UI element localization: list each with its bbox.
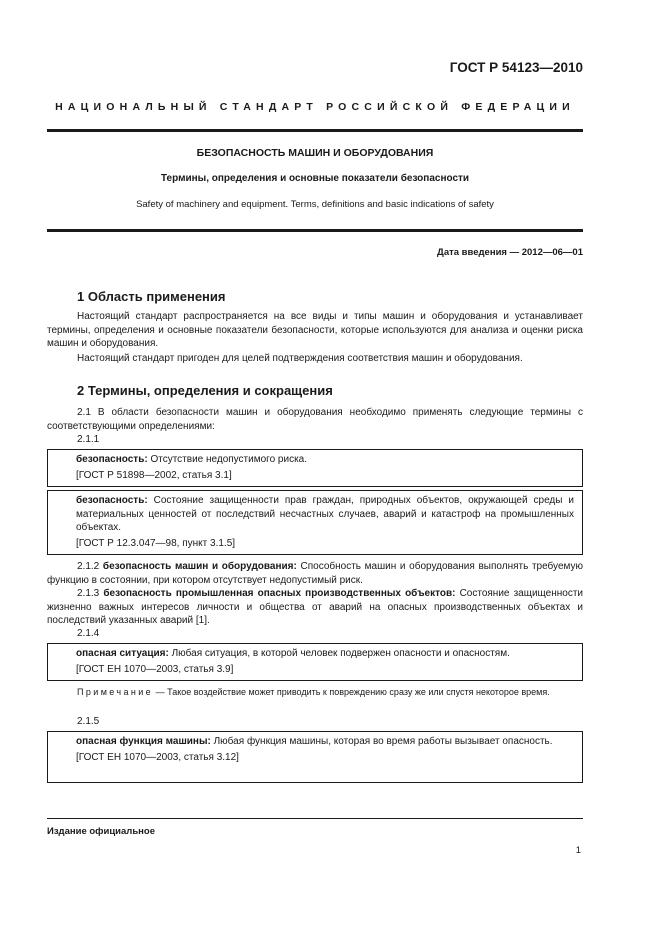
reference-hazardous-function: [ГОСТ ЕН 1070—2003, статья 3.12] [76,751,239,763]
term-safety-2: безопасность: [76,495,148,506]
definition-hazardous-situation: Любая ситуация, в которой человек подвержен опасности и опасностям. [168,648,510,659]
term-hazardous-situation: опасная ситуация: [76,648,169,659]
section-2-paragraph-1 [47,406,583,433]
standard-title: БЕЗОПАСНОСТЬ МАШИН И ОБОРУДОВАНИЯ [196,147,434,159]
section-1-p2-text: Настоящий стандарт пригоден для целей подтверждения соответствия машин и оборудования. [77,353,523,364]
clause-2-1-4-number: 2.1.4 [77,628,100,639]
definition-industrial-safety: Состояние защищенности жизненно важных интересов личности и общества от аварий на опасных производственных объектах и последствий указанных аварий [1]. [47,588,583,627]
reference-hazardous-situation: [ГОСТ ЕН 1070—2003, статья 3.9] [76,663,234,675]
definition-box-safety-1 [47,449,583,487]
official-edition-label: Издание официальное [47,826,155,837]
definition-safety-1: Отсутствие недопустимого риска. [147,454,308,465]
term-safety-1: безопасность: [76,454,148,465]
definition-box-hazardous-function [47,731,583,783]
definition-box-hazardous-situation [47,643,583,681]
clause-2-1-5-number: 2.1.5 [77,716,100,727]
section-1-title: 1 Область применения [77,289,226,304]
term-industrial-safety: безопасность промышленная опасных производственных объектов: [103,588,456,599]
standard-english-title: Safety of machinery and equipment. Terms, definitions and basic indications of safety [136,199,494,210]
reference-safety-2: [ГОСТ Р 12.3.047—98, пункт 3.1.5] [76,537,236,549]
title-bottom-rule [47,229,583,232]
section-2-p1-text: 2.1 В области безопасности машин и оборудования необходимо применять следующие термины с соответствующими определениями: [47,407,583,432]
standard-subtitle: Термины, определения и основные показатели безопасности [160,173,470,184]
section-2-heading [77,383,333,398]
national-standard-heading: НАЦИОНАЛЬНЫЙ СТАНДАРТ РОССИЙСКОЙ ФЕДЕРАЦИИ [55,101,575,113]
footer-rule [47,818,583,819]
reference-safety-1: [ГОСТ Р 51898—2002, статья 3.1] [76,469,232,481]
clause-2-1-2-number: 2.1.2 [77,561,100,572]
clause-2-1-2 [47,560,583,587]
section-1-p1-text: Настоящий стандарт распространяется на все виды и типы машин и оборудования и устанавливает термины, определения и основные показатели безопасности, которые используются для анализа и оценки риска машин и оборудования. [47,311,583,350]
page-number: 1 [575,845,581,856]
definition-hazardous-function: Любая функция машины, которая во время работы вызывает опасность. [210,736,553,747]
section-1-paragraph-1 [47,310,583,351]
introduction-date: Дата введения — 2012—06—01 [437,247,583,258]
definition-machinery-safety: Способность машин и оборудования выполнять требуемую функцию в состоянии, при котором отсутствует недопустимый риск. [47,561,583,586]
section-1-heading [77,289,226,304]
section-2-title: 2 Термины, определения и сокращения [77,383,333,398]
term-machinery-safety: безопасность машин и оборудования: [102,561,297,572]
definition-safety-2: Состояние защищенности прав граждан, природных объектов, окружающей среды и материальных ценностей от последствий несчастных случаев, аварий и катастроф на промышленных объектах. [76,495,574,534]
clause-2-1-3-number: 2.1.3 [77,588,100,599]
clause-2-1-1-number: 2.1.1 [77,434,100,445]
definition-box-safety-2 [47,490,583,555]
document-number: ГОСТ Р 54123—2010 [449,60,583,75]
term-hazardous-function: опасная функция машины: [76,736,211,747]
clause-2-1-3 [47,587,583,628]
note-text: — Такое воздействие может приводить к повреждению сразу же или спустя некоторое время. [153,687,550,697]
section-1-paragraph-2 [47,352,583,366]
note [47,686,583,698]
top-rule [47,129,583,132]
note-label: Примечание [77,687,154,697]
